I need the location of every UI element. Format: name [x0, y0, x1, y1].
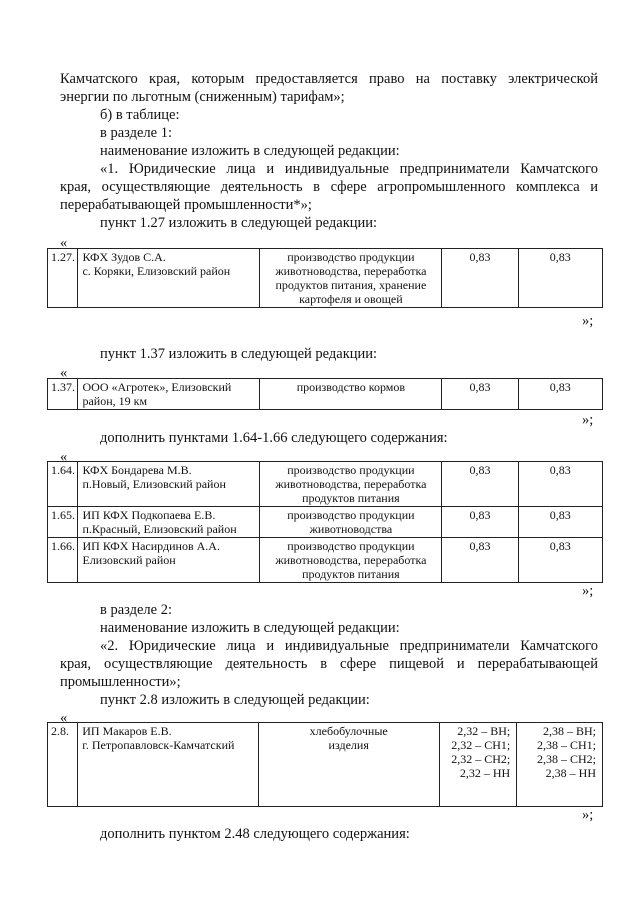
row-number: 1.37.: [48, 379, 78, 410]
quote-1-line-2: края, осуществляющие деятельность в сфере агропромышленного комплекса и: [60, 179, 598, 195]
row-name: ООО «Агротек», Елизовский район, 19 км: [78, 379, 260, 410]
open-quote: «: [60, 710, 68, 726]
table-row: [48, 462, 603, 507]
table-row: [48, 249, 603, 308]
row-name: ИП КФХ Насирдинов А.А. Елизовский район: [78, 538, 260, 583]
quote-1-line-1: «1. Юридические лица и индивидуальные предприниматели Камчатского: [100, 161, 598, 177]
close-quote: »;: [582, 412, 594, 428]
row-value-2: 0,83: [518, 507, 602, 538]
row-name: ИП Макаров Е.В. г. Петропавловск-Камчатский: [78, 723, 259, 807]
open-quote: «: [60, 449, 68, 465]
table-item-137: [47, 378, 603, 410]
section-2-heading: в разделе 2:: [100, 602, 173, 618]
row-value-1: 0,83: [442, 538, 518, 583]
row-value-1: 2,32 – ВН; 2,32 – СН1; 2,32 – СН2; 2,32 – НН: [439, 723, 517, 807]
row-name: КФХ Зудов С.А. с. Коряки, Елизовский район: [78, 249, 260, 308]
row-number: 1.27.: [48, 249, 78, 308]
intro-line-2: энергии по льготным (сниженным) тарифам»;: [60, 89, 345, 105]
quote-2-line-2: края, осуществляющие деятельность в сфере пищевой и перерабатывающей: [60, 656, 598, 672]
quote-2-line-3: промышленности»;: [60, 674, 181, 690]
row-value-2: 2,38 – ВН; 2,38 – СН1; 2,38 – СН2; 2,38 – НН: [517, 723, 603, 807]
intro-line-1: Камчатского края, которым предоставляется право на поставку электрической: [60, 71, 598, 87]
open-quote: «: [60, 365, 68, 381]
table-item-28: [47, 722, 603, 807]
name-edit-heading: наименование изложить в следующей редакции:: [100, 143, 400, 159]
row-name: КФХ Бондарева М.В. п.Новый, Елизовский район: [78, 462, 260, 507]
table-row: [48, 538, 603, 583]
table-items-164-166: [47, 461, 603, 583]
close-quote: »;: [582, 583, 594, 599]
table-row: [48, 723, 603, 807]
items-164-heading: дополнить пунктами 1.64-1.66 следующего содержания:: [100, 430, 448, 446]
item-137-heading: пункт 1.37 изложить в следующей редакции:: [100, 346, 378, 362]
table-row: [48, 507, 603, 538]
table-item-127: [47, 248, 603, 308]
table-subheading: б) в таблице:: [100, 107, 180, 123]
close-quote: »;: [582, 807, 594, 823]
item-127-heading: пункт 1.27 изложить в следующей редакции:: [100, 215, 378, 231]
row-value-1: 0,83: [442, 507, 518, 538]
quote-2-line-1: «2. Юридические лица и индивидуальные предприниматели Камчатского: [100, 638, 598, 654]
table-row: [48, 379, 603, 410]
row-number: 2.8.: [48, 723, 78, 807]
row-activity: производство продукции животноводства, переработка продуктов питания: [260, 538, 442, 583]
row-activity: производство кормов: [260, 379, 442, 410]
row-value-2: 0,83: [518, 538, 602, 583]
row-activity: хлебобулочные изделия: [258, 723, 439, 807]
row-activity: производство продукции животноводства, переработка продуктов питания: [260, 462, 442, 507]
section-1-heading: в разделе 1:: [100, 125, 173, 141]
row-activity: производство продукции животноводства, переработка продуктов питания, хранение картофеля и овощей: [260, 249, 442, 308]
row-number: 1.65.: [48, 507, 78, 538]
row-activity: производство продукции животноводства: [260, 507, 442, 538]
row-value-1: 0,83: [442, 462, 518, 507]
row-value-2: 0,83: [518, 249, 602, 308]
row-value-2: 0,83: [518, 379, 602, 410]
open-quote: «: [60, 235, 68, 251]
quote-1-line-3: перерабатывающей промышленности*»;: [60, 197, 312, 213]
row-number: 1.66.: [48, 538, 78, 583]
footer-line: дополнить пунктом 2.48 следующего содержания:: [100, 826, 410, 842]
row-name: ИП КФХ Подкопаева Е.В. п.Красный, Елизовский район: [78, 507, 260, 538]
close-quote: »;: [582, 313, 594, 329]
name-edit-heading-2: наименование изложить в следующей редакции:: [100, 620, 400, 636]
row-value-1: 0,83: [442, 379, 518, 410]
item-28-heading: пункт 2.8 изложить в следующей редакции:: [100, 692, 370, 708]
row-number: 1.64.: [48, 462, 78, 507]
row-value-1: 0,83: [442, 249, 518, 308]
row-value-2: 0,83: [518, 462, 602, 507]
